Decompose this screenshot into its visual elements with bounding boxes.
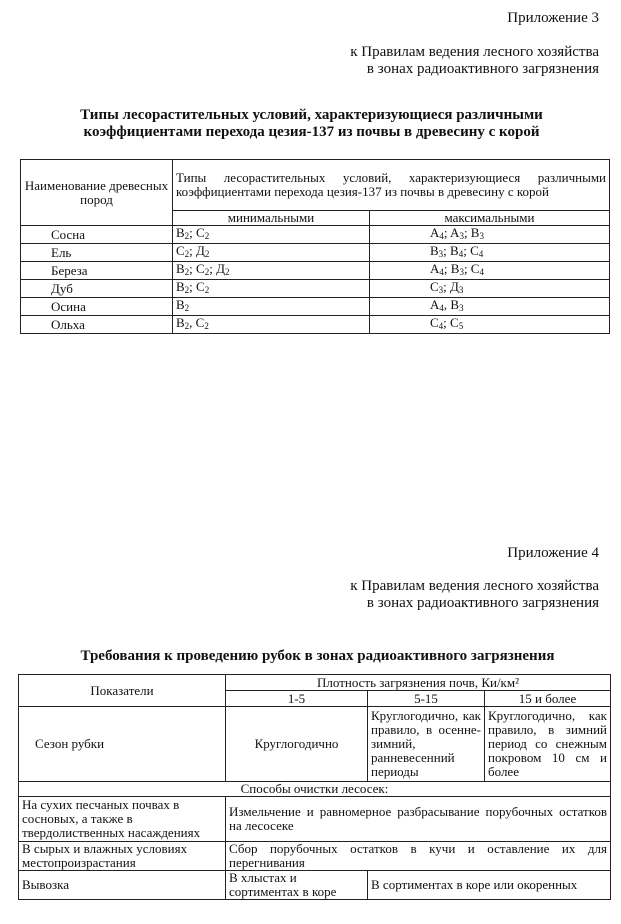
header-range-3: 15 и более [485,691,611,707]
min-cell: $B_2$ [173,298,370,316]
annex-3-table-title-line1: Типы лесорастительных условий, характеризующиеся различными [80,107,543,123]
species-cell: Ель [21,244,173,262]
annex-3-table-title-line2: коэффициентами перехода цезия-137 из почвы в древесину с корой [83,124,540,140]
min-cell: $B_2$; $C_2$ [173,280,370,298]
header-min: минимальными [173,211,370,226]
header-species: Наименование древесных пород [21,160,173,226]
species-cell: Осина [21,298,173,316]
table-row [21,262,610,280]
table-row [21,244,610,262]
max-cell: $A_4$; $A_3$; $B_3$ [370,226,610,244]
annex-3-subtitle [350,44,599,78]
header-max: максимальными [370,211,610,226]
wet-soil-value: Сбор порубочных остатков в кучи и оставление их для перегнивания [226,842,611,871]
table-row-cleaning-header [19,782,611,797]
annex-4-table-title: Требования к проведению рубок в зонах радиоактивного загрязнения [80,648,555,664]
table-row-removal [19,871,611,900]
table-row-season [19,707,611,782]
season-value-3: Круглогодично, как правило, в зимний период со снежным покровом 10 см и более [485,707,611,782]
annex-3-subtitle-line2: в зонах радиоактивного загрязнения [366,61,599,77]
table-row-dry [19,797,611,842]
removal-value-2: В сортиментах в коре или окоренных [368,871,611,900]
species-cell: Дуб [21,280,173,298]
annex-4-subtitle-line2: в зонах радиоактивного загрязнения [366,595,599,611]
table-row [21,316,610,334]
dry-soil-label: На сухих песчаных почвах в сосновых, а также в твердолиственных насаждениях [19,797,226,842]
min-cell: $C_2$; $Д_2$ [173,244,370,262]
season-label: Сезон рубки [19,707,226,782]
annex-4-title: Приложение 4 [507,545,599,561]
dry-soil-value: Измельчение и равномерное разбрасывание порубочных остатков на лесосеке [226,797,611,842]
removal-label: Вывозка [19,871,226,900]
table-header-row [21,160,610,211]
soil-types-table [20,159,610,334]
annex-3-title: Приложение 3 [507,10,599,26]
header-density: Плотность загрязнения почв, Ки/км² [226,675,611,691]
max-cell: $C_4$; $C_5$ [370,316,610,334]
season-value-1: Круглогодично [226,707,368,782]
annex-4-subtitle-line1: к Правилам ведения лесного хозяйства [350,578,599,594]
table-row-wet [19,842,611,871]
min-cell: $B_2$; $C_2$ [173,226,370,244]
max-cell: $C_3$; $Д_3$ [370,280,610,298]
table-header-row [19,675,611,691]
annex-4-subtitle [350,578,599,612]
max-cell: $B_3$; $B_4$; $C_4$ [370,244,610,262]
table-row [21,226,610,244]
annex-3-subtitle-line1: к Правилам ведения лесного хозяйства [350,44,599,60]
logging-requirements-table [18,674,611,900]
removal-value-1: В хлыстах и сортиментах в коре [226,871,368,900]
header-types: Типы лесорастительных условий, характеризующиеся различными коэффициентами перехода цезия-137 из почвы в древесину с корой [173,160,610,211]
header-indicators: Показатели [19,675,226,707]
table-row [21,280,610,298]
wet-soil-label: В сырых и влажных условиях местопроизрастания [19,842,226,871]
min-cell: $B_2$, $C_2$ [173,316,370,334]
annex-3-table-title [14,107,609,141]
header-range-1: 1-5 [226,691,368,707]
max-cell: $A_4$; $B_3$; $C_4$ [370,262,610,280]
species-cell: Береза [21,262,173,280]
species-cell: Сосна [21,226,173,244]
season-value-2: Круглогодично, как правило, в осенне-зимний, ранневесенний периоды [368,707,485,782]
min-cell: $B_2$; $C_2$; $Д_2$ [173,262,370,280]
max-cell: $A_4$, $B_3$ [370,298,610,316]
table-row [21,298,610,316]
header-range-2: 5-15 [368,691,485,707]
species-cell: Ольха [21,316,173,334]
cleaning-header: Способы очистки лесосек: [19,782,611,797]
